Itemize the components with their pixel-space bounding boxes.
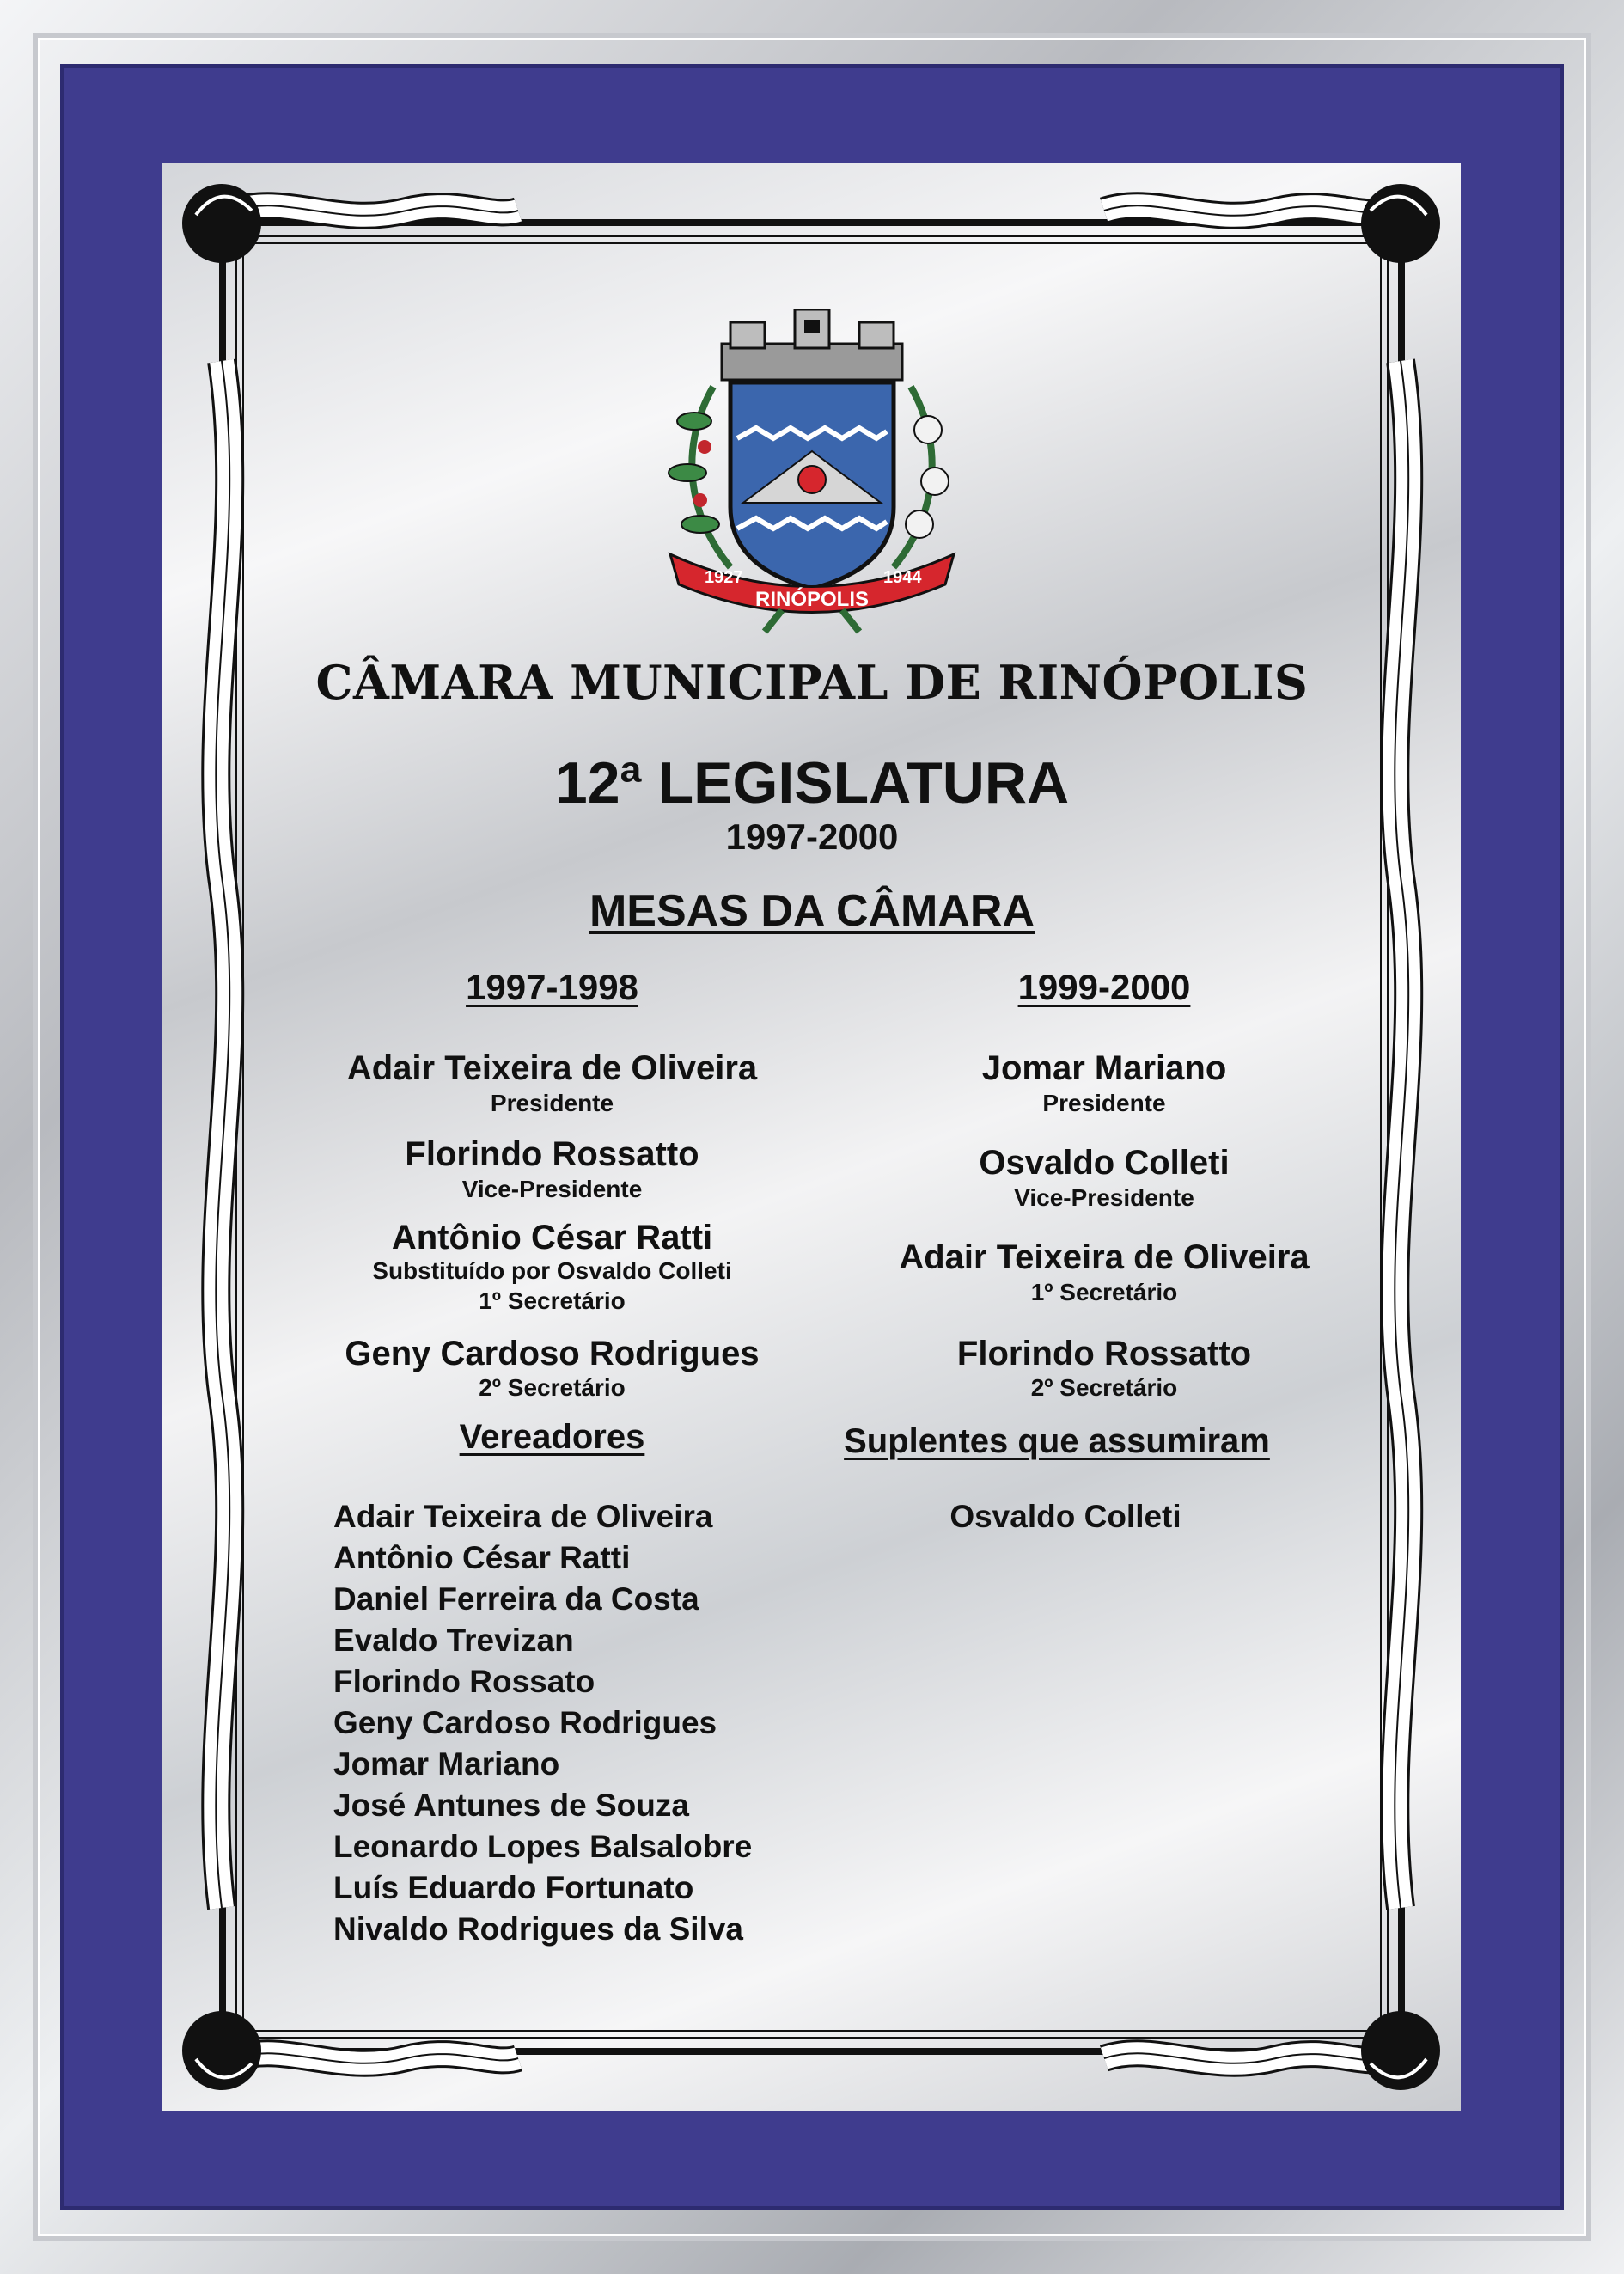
right-period: 1999-2000	[1017, 967, 1191, 1007]
vereadores-heading: Vereadores	[459, 1418, 645, 1456]
legislature-years: 1997-2000	[725, 816, 899, 857]
member-name: Florindo Rossatto	[956, 1335, 1252, 1372]
list-item: Nivaldo Rodrigues da Silva	[333, 1911, 744, 1947]
banner-year-right: 1944	[883, 568, 922, 587]
list-item: Evaldo Trevizan	[333, 1623, 574, 1658]
member-role: Presidente	[1042, 1090, 1166, 1116]
banner-city-name: RINÓPOLIS	[754, 588, 870, 611]
member-role: 2º Secretário	[1030, 1374, 1178, 1401]
cotton-branch-icon	[894, 387, 949, 567]
banner-year-left: 1927	[705, 568, 743, 587]
list-item: Leonardo Lopes Balsalobre	[333, 1829, 753, 1864]
member-name: Florindo Rossatto	[405, 1135, 699, 1173]
member-role: Vice-Presidente	[1014, 1184, 1194, 1211]
left-column	[292, 967, 812, 1482]
crown-icon	[722, 309, 902, 380]
institution-title: CÂMARA MUNICIPAL DE RINÓPOLIS	[315, 655, 1309, 710]
municipal-coat-of-arms	[662, 309, 962, 636]
member-name: Adair Teixeira de Oliveira	[346, 1049, 758, 1087]
list-item: Antônio César Ratti	[333, 1540, 631, 1575]
list-item: Adair Teixeira de Oliveira	[333, 1499, 713, 1534]
member-name: Antônio César Ratti	[391, 1219, 713, 1256]
member-name: Adair Teixeira de Oliveira	[899, 1238, 1310, 1276]
member-role: Presidente	[490, 1090, 614, 1116]
member-name: Osvaldo Colleti	[979, 1144, 1230, 1182]
legislature-title: 12ª LEGISLATURA	[554, 750, 1070, 816]
list-item: Geny Cardoso Rodrigues	[333, 1705, 717, 1740]
right-column	[842, 967, 1366, 1482]
suplentes-heading: Suplentes que assumiram	[844, 1422, 1270, 1460]
left-period: 1997-1998	[466, 967, 638, 1007]
member-role: 2º Secretário	[479, 1374, 626, 1401]
section-title: MESAS DA CÂMARA	[589, 886, 1035, 936]
member-role: 1º Secretário	[479, 1287, 626, 1314]
suplente-item: Osvaldo Colleti	[949, 1499, 1181, 1534]
list-item: Florindo Rossato	[333, 1664, 595, 1699]
list-item: Luís Eduardo Fortunato	[333, 1870, 694, 1905]
coffee-branch-icon	[669, 387, 730, 567]
list-item: José Antunes de Souza	[333, 1788, 689, 1823]
member-name: Geny Cardoso Rodrigues	[345, 1335, 760, 1372]
member-role: 1º Secretário	[1030, 1279, 1178, 1305]
shield-icon	[730, 382, 894, 589]
member-note: Substituído por Osvaldo Colleti	[372, 1257, 732, 1284]
vereadores-list	[333, 1496, 752, 1950]
member-name: Jomar Mariano	[981, 1049, 1227, 1087]
list-item: Daniel Ferreira da Costa	[333, 1581, 699, 1617]
list-item: Jomar Mariano	[333, 1746, 560, 1782]
member-role: Vice-Presidente	[461, 1176, 643, 1202]
